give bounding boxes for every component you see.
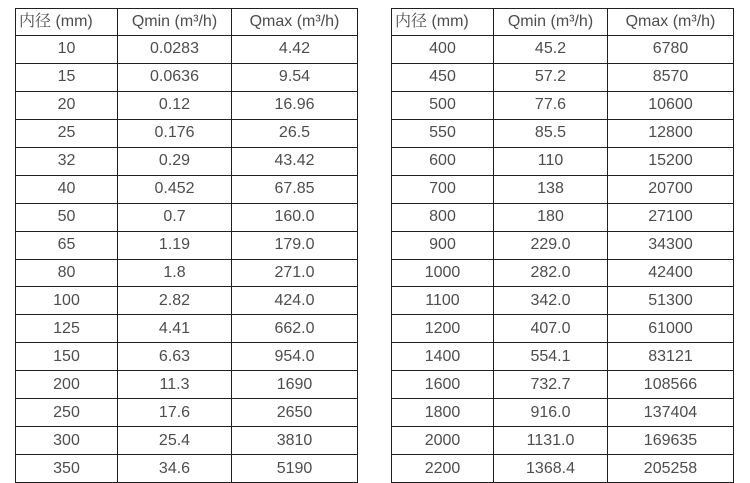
diameter-cell: 65: [16, 231, 118, 259]
qmax-cell: 3810: [232, 427, 358, 455]
flow-spec-table-left: [15, 8, 358, 483]
diameter-cell: 600: [392, 147, 494, 175]
diameter-cell: 800: [392, 203, 494, 231]
qmax-cell: 51300: [608, 287, 734, 315]
header-cell-diameter: 内径 (mm): [392, 9, 494, 36]
qmax-cell: 16.96: [232, 91, 358, 119]
qmin-cell: 0.452: [118, 175, 232, 203]
table-row: [392, 175, 734, 203]
diameter-cell: 250: [16, 399, 118, 427]
qmin-cell: 732.7: [494, 371, 608, 399]
qmax-cell: 6780: [608, 36, 734, 64]
qmax-cell: 9.54: [232, 63, 358, 91]
qmin-cell: 138: [494, 175, 608, 203]
header-cell-diameter: 内径 (mm): [16, 9, 118, 36]
header-row: [392, 9, 734, 36]
table-row: [392, 427, 734, 455]
qmin-cell: 0.29: [118, 147, 232, 175]
table-row: [392, 203, 734, 231]
qmax-cell: 137404: [608, 399, 734, 427]
qmin-cell: 34.6: [118, 455, 232, 483]
table-row: [16, 119, 358, 147]
table-row: [392, 36, 734, 64]
qmax-cell: 8570: [608, 63, 734, 91]
diameter-cell: 1400: [392, 343, 494, 371]
diameter-cell: 80: [16, 259, 118, 287]
header-row: [16, 9, 358, 36]
qmin-cell: 11.3: [118, 371, 232, 399]
qmin-cell: 1131.0: [494, 427, 608, 455]
qmax-cell: 108566: [608, 371, 734, 399]
qmin-cell: 25.4: [118, 427, 232, 455]
table-row: [16, 91, 358, 119]
diameter-cell: 1100: [392, 287, 494, 315]
qmin-cell: 6.63: [118, 343, 232, 371]
qmax-cell: 12800: [608, 119, 734, 147]
qmin-cell: 57.2: [494, 63, 608, 91]
diameter-cell: 1000: [392, 259, 494, 287]
qmin-cell: 180: [494, 203, 608, 231]
table-row: [392, 63, 734, 91]
table-row: [392, 315, 734, 343]
table-row: [392, 371, 734, 399]
diameter-cell: 200: [16, 371, 118, 399]
diameter-cell: 900: [392, 231, 494, 259]
qmin-cell: 17.6: [118, 399, 232, 427]
diameter-cell: 1600: [392, 371, 494, 399]
table-row: [16, 399, 358, 427]
table-row: [16, 259, 358, 287]
diameter-cell: 700: [392, 175, 494, 203]
qmax-cell: 42400: [608, 259, 734, 287]
diameter-cell: 15: [16, 63, 118, 91]
table-row: [392, 259, 734, 287]
qmin-cell: 0.7: [118, 203, 232, 231]
diameter-cell: 2000: [392, 427, 494, 455]
diameter-cell: 20: [16, 91, 118, 119]
table-row: [392, 231, 734, 259]
diameter-cell: 100: [16, 287, 118, 315]
table-row: [392, 119, 734, 147]
diameter-cell: 40: [16, 175, 118, 203]
table-row: [16, 371, 358, 399]
qmin-cell: 916.0: [494, 399, 608, 427]
table-row: [16, 455, 358, 483]
qmin-cell: 554.1: [494, 343, 608, 371]
qmin-cell: 1.19: [118, 231, 232, 259]
table-row: [16, 427, 358, 455]
diameter-cell: 25: [16, 119, 118, 147]
qmin-cell: 342.0: [494, 287, 608, 315]
qmax-cell: 15200: [608, 147, 734, 175]
qmax-cell: 205258: [608, 455, 734, 483]
diameter-cell: 150: [16, 343, 118, 371]
qmax-cell: 10600: [608, 91, 734, 119]
qmax-cell: 4.42: [232, 36, 358, 64]
header-cell-qmin: Qmin (m³/h): [494, 9, 608, 36]
diameter-cell: 2200: [392, 455, 494, 483]
qmin-cell: 229.0: [494, 231, 608, 259]
qmax-cell: 2650: [232, 399, 358, 427]
table-row: [16, 343, 358, 371]
qmin-cell: 2.82: [118, 287, 232, 315]
diameter-cell: 32: [16, 147, 118, 175]
qmin-cell: 45.2: [494, 36, 608, 64]
diameter-cell: 500: [392, 91, 494, 119]
qmax-cell: 1690: [232, 371, 358, 399]
qmax-cell: 954.0: [232, 343, 358, 371]
header-cell-qmin: Qmin (m³/h): [118, 9, 232, 36]
header-cell-qmax: Qmax (m³/h): [608, 9, 734, 36]
qmin-cell: 0.0283: [118, 36, 232, 64]
diameter-cell: 350: [16, 455, 118, 483]
qmax-cell: 61000: [608, 315, 734, 343]
qmin-cell: 1.8: [118, 259, 232, 287]
qmax-cell: 169635: [608, 427, 734, 455]
diameter-cell: 300: [16, 427, 118, 455]
table-row: [16, 36, 358, 64]
diameter-cell: 50: [16, 203, 118, 231]
qmin-cell: 0.0636: [118, 63, 232, 91]
qmax-cell: 34300: [608, 231, 734, 259]
qmax-cell: 43.42: [232, 147, 358, 175]
qmin-cell: 0.176: [118, 119, 232, 147]
qmax-cell: 662.0: [232, 315, 358, 343]
table-row: [392, 91, 734, 119]
table-row: [16, 175, 358, 203]
qmax-cell: 20700: [608, 175, 734, 203]
qmax-cell: 67.85: [232, 175, 358, 203]
table-row: [16, 63, 358, 91]
header-cell-qmax: Qmax (m³/h): [232, 9, 358, 36]
qmin-cell: 85.5: [494, 119, 608, 147]
diameter-cell: 1200: [392, 315, 494, 343]
table-row: [16, 287, 358, 315]
qmax-cell: 5190: [232, 455, 358, 483]
diameter-cell: 550: [392, 119, 494, 147]
qmax-cell: 271.0: [232, 259, 358, 287]
diameter-cell: 1800: [392, 399, 494, 427]
table-row: [16, 231, 358, 259]
qmin-cell: 1368.4: [494, 455, 608, 483]
table-row: [16, 315, 358, 343]
qmax-cell: 179.0: [232, 231, 358, 259]
diameter-cell: 450: [392, 63, 494, 91]
qmin-cell: 0.12: [118, 91, 232, 119]
table-row: [392, 287, 734, 315]
qmax-cell: 27100: [608, 203, 734, 231]
flow-spec-table-right: [391, 8, 734, 483]
qmin-cell: 4.41: [118, 315, 232, 343]
qmax-cell: 83121: [608, 343, 734, 371]
qmin-cell: 282.0: [494, 259, 608, 287]
qmin-cell: 407.0: [494, 315, 608, 343]
qmin-cell: 77.6: [494, 91, 608, 119]
table-row: [392, 147, 734, 175]
qmin-cell: 110: [494, 147, 608, 175]
table-row: [16, 147, 358, 175]
table-row: [392, 343, 734, 371]
diameter-cell: 400: [392, 36, 494, 64]
qmax-cell: 160.0: [232, 203, 358, 231]
diameter-cell: 10: [16, 36, 118, 64]
table-row: [392, 399, 734, 427]
qmax-cell: 424.0: [232, 287, 358, 315]
qmax-cell: 26.5: [232, 119, 358, 147]
diameter-cell: 125: [16, 315, 118, 343]
table-row: [16, 203, 358, 231]
table-row: [392, 455, 734, 483]
